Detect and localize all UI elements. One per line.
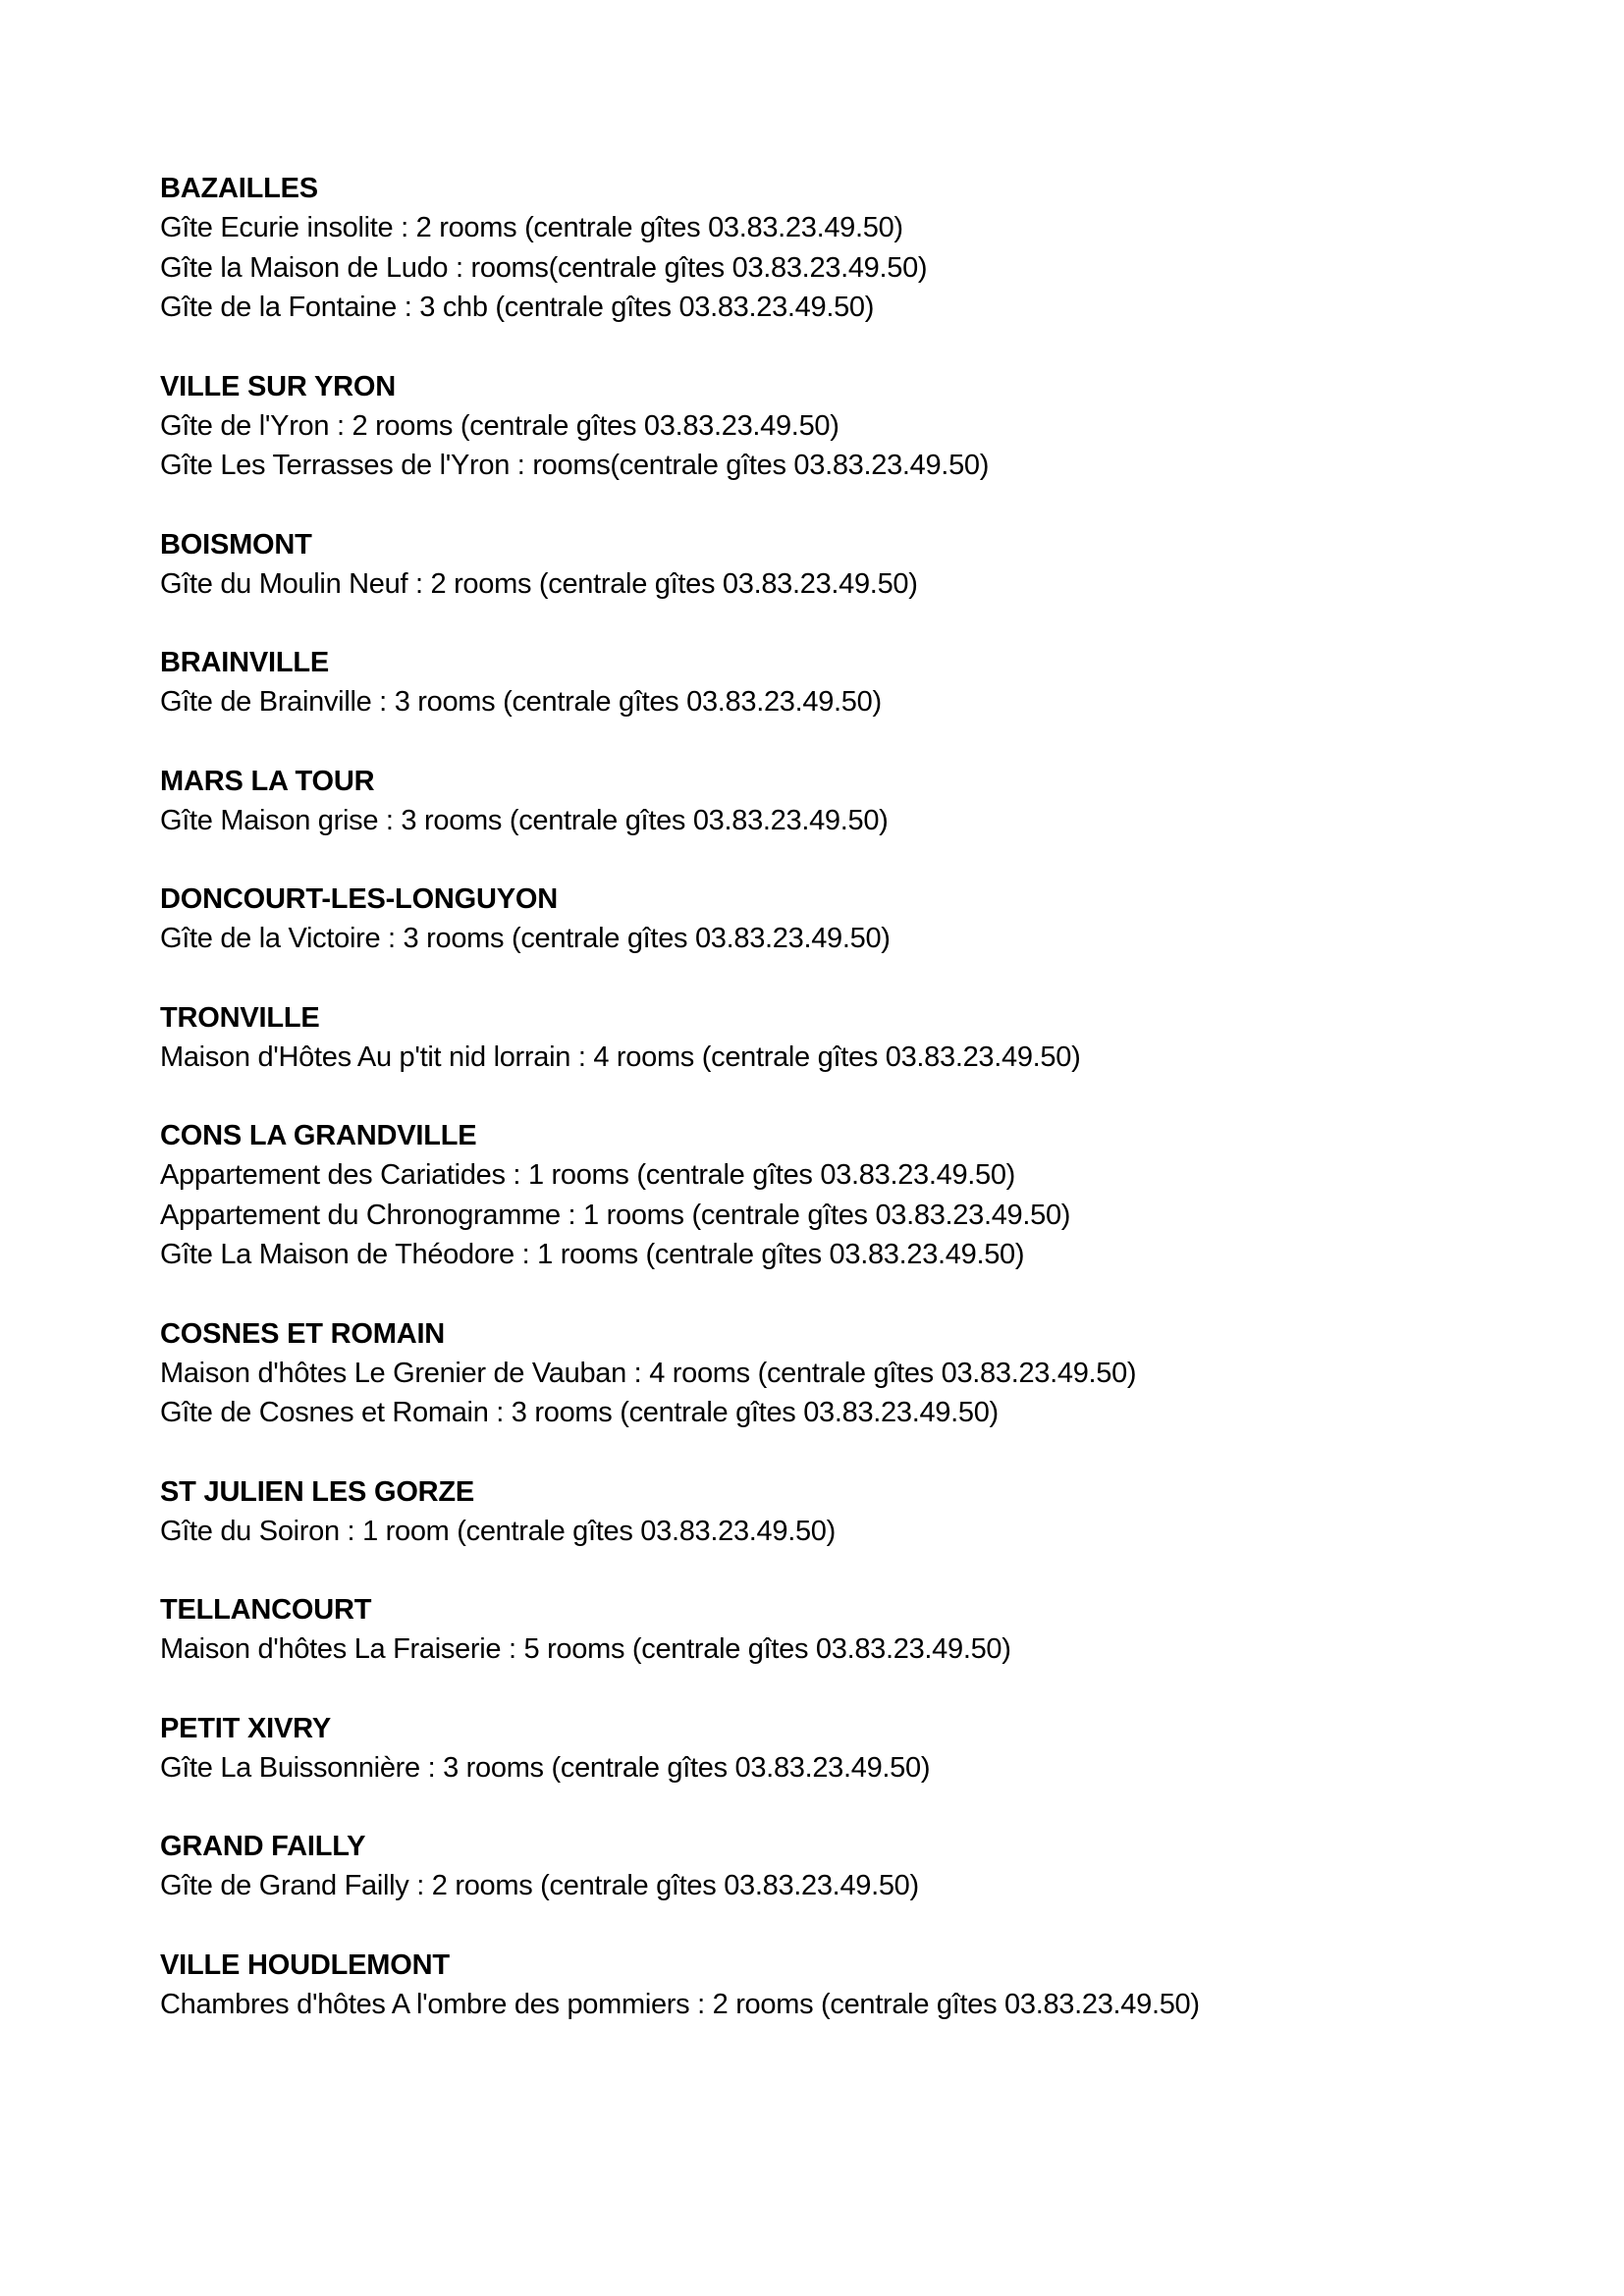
- town-section: [160, 1314, 1535, 1433]
- town-section: [160, 169, 1535, 328]
- lodging-entry: Maison d'Hôtes Au p'tit nid lorrain : 4 rooms (centrale gîtes 03.83.23.49.50): [160, 1041, 1081, 1073]
- town-heading: BAZAILLES: [160, 173, 318, 204]
- town-heading: VILLE SUR YRON: [160, 370, 396, 402]
- town-heading: GRAND FAILLY: [160, 1831, 366, 1862]
- town-section: [160, 1116, 1535, 1275]
- town-heading: COSNES ET ROMAIN: [160, 1317, 446, 1350]
- town-heading: VILLE HOUDLEMONT: [160, 1949, 450, 1981]
- lodging-entry: Gîte Ecurie insolite : 2 rooms (centrale gîtes 03.83.23.49.50): [160, 212, 903, 243]
- town-section: [160, 1709, 1535, 1789]
- lodging-entry: Maison d'hôtes La Fraiserie : 5 rooms (centrale gîtes 03.83.23.49.50): [160, 1633, 1011, 1665]
- lodging-entry: Chambres d'hôtes A l'ombre des pommiers : 2 rooms (centrale gîtes 03.83.23.49.50): [160, 1988, 1200, 2020]
- town-section: [160, 762, 1535, 841]
- lodging-entry: Gîte de Grand Failly : 2 rooms (centrale gîtes 03.83.23.49.50): [160, 1870, 919, 1901]
- lodging-entry: Gîte La Maison de Théodore : 1 rooms (centrale gîtes 03.83.23.49.50): [160, 1239, 1025, 1270]
- town-section: [160, 1827, 1535, 1906]
- document-page: [160, 169, 1535, 2063]
- lodging-entry: Gîte de Brainville : 3 rooms (centrale gîtes 03.83.23.49.50): [160, 686, 882, 718]
- lodging-entry: Maison d'hôtes Le Grenier de Vauban : 4 rooms (centrale gîtes 03.83.23.49.50): [160, 1357, 1137, 1389]
- lodging-entry: Gîte de la Fontaine : 3 chb (centrale gîtes 03.83.23.49.50): [160, 292, 875, 323]
- lodging-entry: Appartement du Chronogramme : 1 rooms (centrale gîtes 03.83.23.49.50): [160, 1199, 1071, 1231]
- town-heading: TELLANCOURT: [160, 1594, 372, 1626]
- lodging-entry: Gîte Les Terrasses de l'Yron : rooms(centrale gîtes 03.83.23.49.50): [160, 450, 990, 481]
- lodging-entry: Gîte de Cosnes et Romain : 3 rooms (centrale gîtes 03.83.23.49.50): [160, 1397, 999, 1428]
- lodging-entry: Gîte du Soiron : 1 room (centrale gîtes 03.83.23.49.50): [160, 1515, 836, 1547]
- lodging-entry: Gîte de l'Yron : 2 rooms (centrale gîtes 03.83.23.49.50): [160, 409, 839, 442]
- lodging-entry: Appartement des Cariatides : 1 rooms (centrale gîtes 03.83.23.49.50): [160, 1159, 1016, 1191]
- town-heading: TRONVILLE: [160, 1001, 320, 1034]
- lodging-entry: Gîte du Moulin Neuf : 2 rooms (centrale gîtes 03.83.23.49.50): [160, 567, 918, 600]
- town-section: [160, 1590, 1535, 1670]
- town-section: [160, 1472, 1535, 1552]
- lodging-entry: Gîte la Maison de Ludo : rooms(centrale gîtes 03.83.23.49.50): [160, 251, 928, 284]
- town-section: [160, 643, 1535, 722]
- lodging-entry: Gîte de la Victoire : 3 rooms (centrale gîtes 03.83.23.49.50): [160, 923, 891, 954]
- town-section: [160, 998, 1535, 1078]
- town-section: [160, 525, 1535, 605]
- town-heading: DONCOURT-LES-LONGUYON: [160, 883, 559, 915]
- lodging-entry: Gîte La Buissonnière : 3 rooms (centrale gîtes 03.83.23.49.50): [160, 1751, 931, 1784]
- town-heading: ST JULIEN LES GORZE: [160, 1475, 475, 1508]
- town-heading: BRAINVILLE: [160, 647, 330, 678]
- town-section: [160, 367, 1535, 486]
- town-section: [160, 880, 1535, 959]
- lodging-entry: Gîte Maison grise : 3 rooms (centrale gîtes 03.83.23.49.50): [160, 804, 889, 836]
- town-section: [160, 1946, 1535, 2025]
- town-heading: CONS LA GRANDVILLE: [160, 1120, 477, 1151]
- town-heading: BOISMONT: [160, 528, 312, 561]
- town-heading: PETIT XIVRY: [160, 1712, 331, 1744]
- town-heading: MARS LA TOUR: [160, 765, 375, 797]
